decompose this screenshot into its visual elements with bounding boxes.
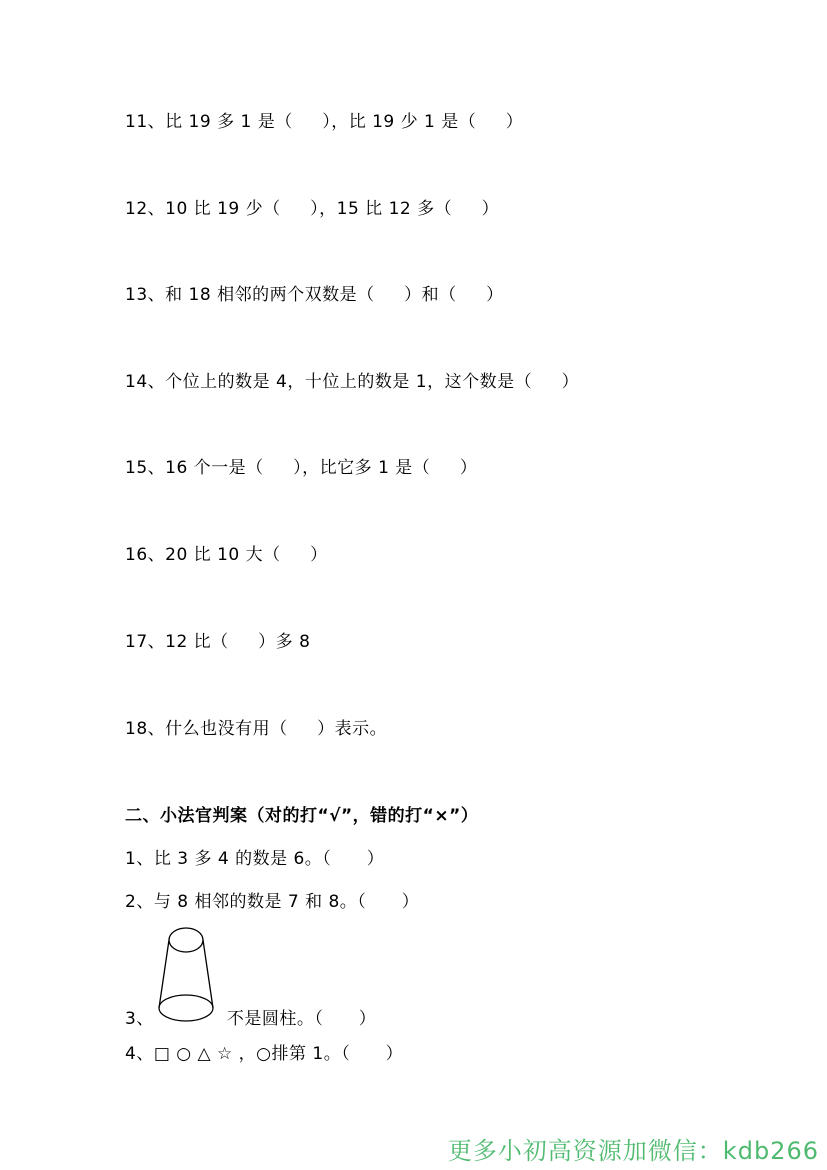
question-12: 12、10 比 19 少（ ），15 比 12 多（ ） — [125, 199, 500, 219]
question-16: 16、20 比 10 大（ ） — [125, 545, 328, 565]
question-14: 14、个位上的数是 4，十位上的数是 1，这个数是（ ） — [125, 372, 580, 392]
question-15: 15、16 个一是（ ），比它多 1 是（ ） — [125, 458, 478, 478]
shape-sequence: □ ○ △ ☆ ，○ — [153, 1044, 272, 1064]
question-11: 11、比 19 多 1 是（ ），比 19 少 1 是（ ） — [125, 112, 524, 132]
question-17: 17、12 比（ ）多 8 — [125, 632, 311, 652]
section-heading: 二、小法官判案（对的打“√”，错的打“×”） — [125, 806, 479, 826]
judge-item-4 — [125, 1043, 403, 1065]
judge-item-1: 1、比 3 多 4 的数是 6。（ ） — [125, 849, 385, 869]
judge-item-4-number: 4、 — [125, 1044, 154, 1064]
question-13: 13、和 18 相邻的两个双数是（ ）和（ ） — [125, 285, 504, 305]
question-18: 18、什么也没有用（ ）表示。 — [125, 719, 388, 739]
judge-item-3 — [125, 1008, 376, 1030]
judge-item-3-text: 不是圆柱。（ ） — [226, 1009, 377, 1029]
judge-item-2: 2、与 8 相邻的数是 7 和 8。（ ） — [125, 892, 420, 912]
watermark-text: 更多小初高资源加微信：kdb266 — [447, 1137, 819, 1165]
judge-item-4-text: 排第 1。（ ） — [271, 1044, 404, 1064]
judge-item-3-number: 3、 — [125, 1009, 154, 1029]
